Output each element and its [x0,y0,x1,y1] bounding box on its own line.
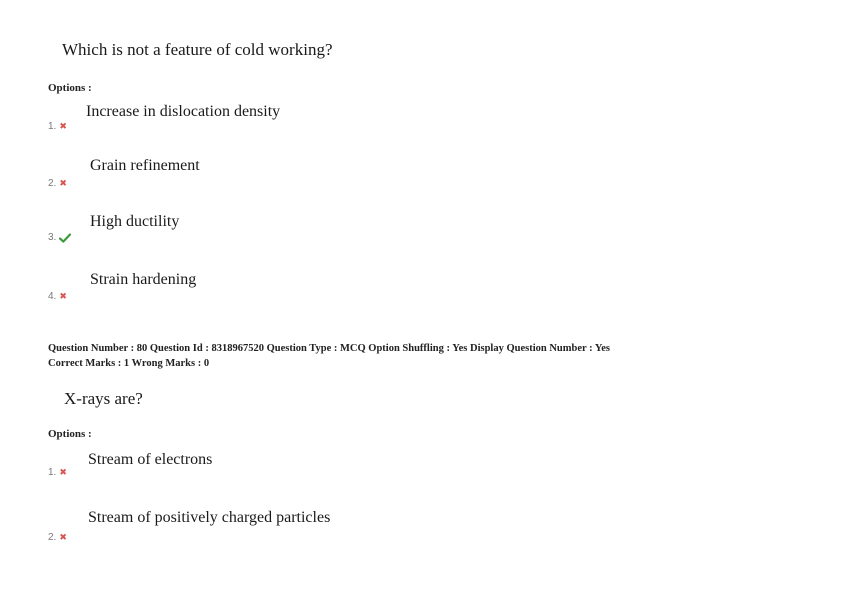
option-marker [48,532,67,543]
options-label: Options : [48,82,92,94]
cross-icon: ✖ [59,291,67,301]
option-number: 3. [48,232,57,243]
cross-icon: ✖ [59,178,67,188]
options-label: Options : [48,428,92,440]
option-text: High ductility [90,213,180,230]
option-text: Grain refinement [90,157,200,174]
question-text: Which is not a feature of cold working? [62,40,333,59]
question-text: X-rays are? [64,389,143,408]
option-number: 2. [48,178,57,189]
cross-icon: ✖ [59,121,67,131]
option-number: 2. [48,532,57,543]
option-marker [48,291,67,302]
question-meta: Question Number : 80 Question Id : 8318967520 Question Type : MCQ Option Shuffling : Yes Display Question Number : Yes [48,343,611,354]
question-marks: Correct Marks : 1 Wrong Marks : 0 [48,358,210,369]
check-icon [59,233,71,243]
option-text: Stream of electrons [88,451,213,468]
option-marker [48,178,67,189]
option-text: Strain hardening [90,271,197,288]
option-text: Stream of positively charged particles [88,509,331,526]
option-text: Increase in dislocation density [86,103,281,120]
option-marker [48,232,71,243]
cross-icon: ✖ [59,467,67,477]
option-number: 1. [48,121,57,132]
cross-icon: ✖ [59,532,67,542]
option-marker [48,467,67,478]
option-marker [48,121,67,132]
option-number: 1. [48,467,57,478]
option-number: 4. [48,291,57,302]
